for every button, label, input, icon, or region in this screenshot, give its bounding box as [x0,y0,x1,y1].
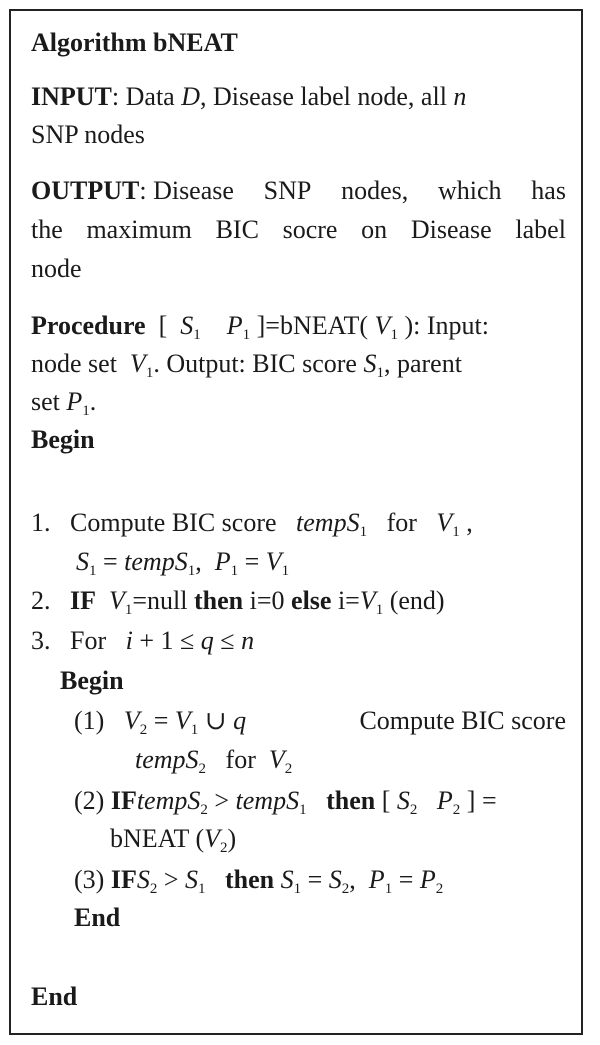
output-line-2: the maximum BIC socre on Disease label [31,215,566,244]
input-line-2: SNP nodes [31,120,145,149]
substep-2-line-2: bNEAT $(V_2)$ [110,824,237,856]
substep-1-line-1: (1) $V_2 = V_1$ ∪ q Compute BIC score [74,706,566,738]
end-label: End [31,982,78,1011]
step-2-line: 2. IF $V_1=null$ then i=0 else $i=V_1$ (end) [31,586,445,618]
procedure-line-2: node set $V_1$. Output: BIC score $S_1$, parent [31,349,462,381]
substep-1-line-2: tempS$_2$ for $V_2$ [135,745,293,777]
input-line-1: INPUT: Data D, Disease label node, all n [31,82,467,111]
procedure-line-1: Procedure [ $S_1$ $P_1$ ]=bNEAT( $V_1$ ): Input: [31,311,489,343]
inner-begin-label: Begin [60,666,124,695]
inner-end-label: End [74,903,121,932]
begin-label: Begin [31,425,95,454]
step-1-line-2: $S_1$ = tempS$_1$, $P_1 = V_1$ [76,547,290,579]
step-1-line-1: 1. Compute BIC score tempS$_1$ for $V_1$ , [31,508,473,540]
procedure-line-3: set $P_1$. [31,387,97,419]
output-line-3: node [31,254,82,283]
substep-3-line: (3) $IFS_2 > S_1$ then $S_1 = S_2$, $P_1 = P_2$ [74,865,444,897]
substep-2-line-1: (2) IFtempS$_2$ > tempS$_1$ then [ $S_2$ $P_2$ ] = [74,786,497,818]
output-line-1: OUTPUT: Disease SNP nodes, which has [31,176,566,205]
step-3-line: 3. For i + 1 ≤ q ≤ n [31,626,255,655]
algorithm-title: Algorithm bNEAT [31,28,238,57]
